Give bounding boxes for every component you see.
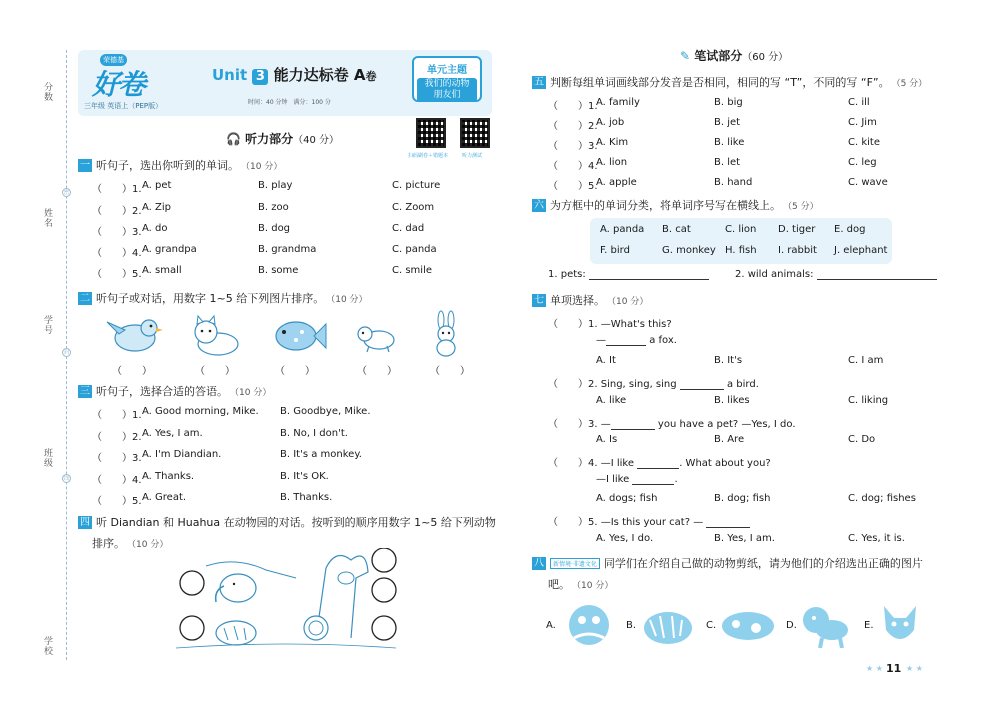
word-item: D. tiger	[778, 224, 816, 235]
option-c: C. wave	[848, 177, 888, 188]
option-c: C. picture	[392, 180, 441, 191]
mcq-question: you have a pet? —Yes, I do.	[657, 419, 796, 430]
answer-blank[interactable]: （ ）	[275, 366, 315, 377]
mcq-option: B. Are	[714, 434, 745, 445]
writing-title-text: 笔试部分	[694, 49, 743, 63]
option-a: A. small	[142, 265, 182, 276]
option-a: A. Kim	[596, 137, 629, 148]
question-number: 四	[80, 516, 90, 528]
version-letter: A	[353, 66, 366, 84]
mcq-number[interactable]: （ ）2.	[548, 379, 598, 390]
option-c: C. leg	[848, 157, 877, 168]
mcq-1-stem-2	[596, 335, 677, 346]
question-8-heading-line2	[548, 576, 613, 592]
answer-slot[interactable]: （ ）3.	[548, 141, 598, 152]
question-text: 判断每组单词画线部分发音是否相同，相同的写 “T”，不同的写 “F”。	[550, 76, 890, 89]
dog-picture	[355, 320, 399, 354]
option-c: C. smile	[392, 265, 432, 276]
answer-slot[interactable]: （ ）2.	[92, 432, 142, 443]
mcq-option: B. likes	[714, 395, 750, 406]
seal-mark: 密	[63, 189, 70, 196]
mcq-option: C. dog; fishes	[848, 493, 916, 504]
word-item: J. elephant	[834, 245, 888, 256]
answer-line[interactable]	[817, 270, 937, 280]
question-points: （10 分）	[230, 387, 272, 398]
option-label: D.	[786, 620, 797, 631]
question-4-heading-line2	[92, 535, 168, 551]
answer-blank[interactable]: （ ）	[357, 366, 397, 377]
score-label: 分数	[42, 82, 52, 102]
question-number: 七	[534, 294, 544, 306]
option-a: A. Zip	[142, 202, 171, 213]
option-a: A. pet	[142, 180, 172, 191]
option-c: C. kite	[848, 137, 880, 148]
option-b: B. let	[714, 157, 741, 168]
answer-slot[interactable]: （ ）1.	[92, 410, 142, 421]
mcq-question: Sing, sing, sing	[600, 379, 677, 390]
answer-slot[interactable]: （ ）1.	[92, 184, 142, 195]
word-item: C. lion	[725, 224, 757, 235]
mcq-question: —	[596, 335, 606, 346]
question-number: 三	[80, 385, 90, 397]
question-points: （10 分）	[572, 580, 614, 591]
mcq-4-stem	[548, 454, 771, 469]
mcq-question: —I like	[596, 474, 630, 485]
option-b: B. jet	[714, 117, 741, 128]
question-text: 同学们在介绍自己做的动物剪纸，请为他们的介绍选出正确的图片	[603, 557, 923, 570]
answer-slot[interactable]: （ ）3.	[92, 453, 142, 464]
question-4-heading	[78, 514, 496, 530]
star-decoration: ★ ★	[906, 664, 923, 673]
word-item: F. bird	[600, 245, 630, 256]
mcq-option: B. dog; fish	[714, 493, 771, 504]
answer-line[interactable]	[611, 420, 655, 430]
mcq-option: C. I am	[848, 355, 884, 366]
option-a: A. Good morning, Mike.	[142, 406, 259, 417]
answer-slot[interactable]: （ ）2.	[92, 206, 142, 217]
option-c: C. dad	[392, 223, 425, 234]
bird-picture	[105, 312, 165, 358]
mcq-option: A. dogs; fish	[596, 493, 658, 504]
question-points: （5 分）	[891, 78, 928, 89]
option-b: B. hand	[714, 177, 753, 188]
question-text: 听句子或对话，用数字 1~5 给下列图片排序。	[96, 292, 325, 305]
star-decoration: ★ ★	[866, 664, 883, 673]
mcq-option: B. It's	[714, 355, 743, 366]
question-number: 八	[534, 557, 544, 569]
option-a: A. job	[596, 117, 625, 128]
option-b: B. Goodbye, Mike.	[280, 406, 371, 417]
option-a: A. grandpa	[142, 244, 197, 255]
question-text: 听句子，选择合适的答语。	[96, 385, 228, 398]
category-pets	[548, 269, 709, 280]
papercut-tiger-picture[interactable]	[640, 600, 696, 650]
mcq-option: A. like	[596, 395, 627, 406]
theme-label: 单元主题	[427, 65, 467, 76]
answer-line[interactable]	[706, 518, 750, 528]
mcq-number[interactable]: （ ）4.	[548, 458, 598, 469]
mcq-option: A. It	[596, 355, 616, 366]
time-score: 时间：40 分钟 满分：100 分	[248, 99, 331, 106]
option-a: A. Thanks.	[142, 471, 195, 482]
category-label: 1. pets:	[548, 269, 586, 280]
headphones-icon: 🎧	[226, 132, 241, 146]
title-text: 能力达标卷	[273, 66, 349, 84]
mcq-option: A. Is	[596, 434, 618, 445]
papercut-fox-picture[interactable]	[878, 602, 922, 650]
option-label: E.	[864, 620, 874, 631]
question-points: （10 分）	[241, 161, 283, 172]
option-c: C. panda	[392, 244, 437, 255]
answer-slot[interactable]: （ ）5.	[92, 269, 142, 280]
mcq-number[interactable]: （ ）5.	[548, 517, 598, 528]
page-number: 11	[886, 662, 902, 675]
mcq-question: . What about you?	[679, 458, 771, 469]
mcq-2-stem	[548, 375, 759, 390]
listening-score: （40 分）	[293, 135, 340, 146]
word-item: G. monkey	[662, 245, 716, 256]
question-number: 五	[534, 76, 544, 88]
question-points: （10 分）	[326, 294, 368, 305]
category-label: 2. wild animals:	[735, 269, 814, 280]
mcq-question: —Is this your cat? —	[600, 517, 704, 528]
option-c: C. Jim	[848, 117, 877, 128]
qr-caption: 扫码刷卷＋错题本	[408, 153, 449, 159]
word-item: A. panda	[600, 224, 645, 235]
rabbit-picture	[428, 310, 464, 358]
context-badge: 新情境·非遗文化	[550, 558, 600, 569]
option-label: A.	[546, 620, 556, 631]
grade-label: 三年级 英语上（PEP版）	[84, 102, 163, 110]
answer-slot[interactable]: （ ）3.	[92, 227, 142, 238]
question-6-heading	[532, 197, 819, 213]
mcq-1-stem	[548, 315, 672, 330]
qr-code[interactable]	[460, 118, 490, 148]
option-c: C. ill	[848, 97, 870, 108]
question-1-heading	[78, 157, 282, 173]
pencil-icon: ✎	[680, 49, 691, 63]
option-b: B. Thanks.	[280, 492, 333, 503]
option-b: B. It's a monkey.	[280, 449, 362, 460]
writing-score: （60 分）	[742, 52, 789, 63]
cat-picture	[186, 314, 242, 358]
mcq-question: .	[674, 474, 678, 485]
question-8-heading	[532, 555, 923, 571]
qr-caption: 听力测试	[462, 153, 483, 159]
brand-logo	[84, 54, 162, 100]
papercut-panda-picture[interactable]	[564, 600, 614, 650]
mcq-option: A. Yes, I do.	[596, 533, 654, 544]
theme-value	[417, 78, 477, 102]
answer-blank[interactable]: （ ）	[112, 366, 152, 377]
mcq-number[interactable]: （ ）3.	[548, 419, 598, 430]
listening-section-title	[226, 130, 339, 147]
unit-theme-box	[412, 56, 482, 102]
answer-slot[interactable]: （ ）4.	[92, 248, 142, 259]
question-text: 为方框中的单词分类，将单词序号写在横线上。	[550, 199, 781, 212]
answer-line[interactable]	[637, 459, 679, 469]
option-label: B.	[626, 620, 637, 631]
answer-slot[interactable]: （ ）4.	[548, 161, 598, 172]
seal-mark: 封	[63, 349, 70, 356]
school-label: 学校	[42, 636, 52, 656]
option-a: A. I'm Diandian.	[142, 449, 222, 460]
answer-line[interactable]	[606, 336, 646, 346]
mcq-option: B. Yes, I am.	[714, 533, 775, 544]
question-text: 单项选择。	[550, 294, 605, 307]
unit-prefix: Unit	[212, 66, 248, 84]
mcq-option: C. Yes, it is.	[848, 533, 905, 544]
option-a: A. lion	[596, 157, 628, 168]
question-2-heading	[78, 290, 368, 306]
papercut-lion-picture[interactable]	[800, 602, 850, 648]
theme-value-line2: 朋友们	[433, 90, 461, 100]
question-number: 六	[534, 199, 544, 211]
option-a: A. Yes, I am.	[142, 428, 203, 439]
option-b: B. zoo	[258, 202, 289, 213]
answer-slot[interactable]: （ ）1.	[548, 101, 598, 112]
option-b: B. grandma	[258, 244, 317, 255]
page-title	[212, 64, 377, 85]
question-text: 听 Diandian 和 Huahua 在动物园的对话。按听到的顺序用数字 1~5 给下列动物	[96, 516, 496, 529]
word-item: H. fish	[725, 245, 757, 256]
answer-line[interactable]	[589, 270, 709, 280]
option-b: B. like	[714, 137, 745, 148]
option-b: B. big	[714, 97, 743, 108]
mcq-3-stem	[548, 415, 796, 430]
answer-slot[interactable]: （ ）2.	[548, 121, 598, 132]
question-7-heading	[532, 292, 648, 308]
mcq-question: —I like	[600, 458, 635, 469]
mcq-question: —	[600, 419, 611, 430]
papercut-animal-picture[interactable]	[720, 604, 776, 648]
option-a: A. family	[596, 97, 640, 108]
answer-slot[interactable]: （ ）4.	[92, 475, 142, 486]
option-a: A. do	[142, 223, 168, 234]
mcq-question: a fox.	[649, 335, 677, 346]
answer-line[interactable]	[632, 475, 674, 485]
question-points: （10 分）	[607, 296, 649, 307]
logo-publisher: 荣德基	[100, 54, 127, 66]
theme-value-line1: 我们的动物	[424, 79, 470, 89]
answer-line[interactable]	[680, 380, 724, 390]
mcq-5-stem	[548, 513, 750, 528]
answer-slot[interactable]: （ ）5.	[548, 181, 598, 192]
zoo-matching-picture	[176, 548, 398, 658]
option-b: B. It's OK.	[280, 471, 329, 482]
logo-text: 好卷	[92, 68, 145, 101]
question-text: 吧。	[548, 578, 570, 591]
mcq-number[interactable]: （ ）1.	[548, 319, 598, 330]
class-label: 班级	[42, 448, 52, 468]
word-item: B. cat	[662, 224, 691, 235]
writing-section-title	[680, 47, 788, 64]
answer-blank[interactable]: （ ）	[195, 366, 235, 377]
word-box	[590, 218, 892, 264]
mcq-question: —What's this?	[600, 319, 672, 330]
option-a: A. apple	[596, 177, 637, 188]
option-b: B. dog	[258, 223, 291, 234]
option-a: A. Great.	[142, 492, 187, 503]
version-suffix: 卷	[365, 70, 377, 83]
question-5-heading	[532, 74, 927, 90]
question-number: 二	[80, 292, 90, 304]
question-points: （10 分）	[127, 539, 169, 550]
mcq-4-stem-2	[596, 474, 678, 485]
question-3-heading	[78, 383, 271, 399]
listening-title-text: 听力部分	[245, 132, 294, 146]
option-c: C. Zoom	[392, 202, 435, 213]
question-points: （5 分）	[783, 201, 819, 212]
question-text: 听句子，选出你听到的单词。	[96, 159, 239, 172]
seal-mark: 线	[63, 475, 70, 482]
student-id-label: 学号	[42, 315, 52, 335]
option-label: C.	[706, 620, 717, 631]
name-label: 姓名	[42, 208, 52, 228]
mcq-option: C. Do	[848, 434, 876, 445]
option-b: B. play	[258, 180, 293, 191]
option-b: B. No, I don't.	[280, 428, 348, 439]
fish-picture	[270, 316, 328, 356]
word-item: I. rabbit	[778, 245, 817, 256]
category-wild	[735, 269, 937, 280]
question-number: 一	[80, 159, 90, 171]
mcq-question: a bird.	[726, 379, 759, 390]
mcq-option: C. liking	[848, 395, 889, 406]
option-b: B. some	[258, 265, 299, 276]
qr-code[interactable]	[416, 118, 446, 148]
word-item: E. dog	[834, 224, 866, 235]
answer-blank[interactable]: （ ）	[430, 366, 470, 377]
answer-slot[interactable]: （ ）5.	[92, 496, 142, 507]
binding-margin	[0, 0, 72, 711]
question-text: 排序。	[92, 537, 125, 550]
unit-number: 3	[252, 69, 268, 85]
